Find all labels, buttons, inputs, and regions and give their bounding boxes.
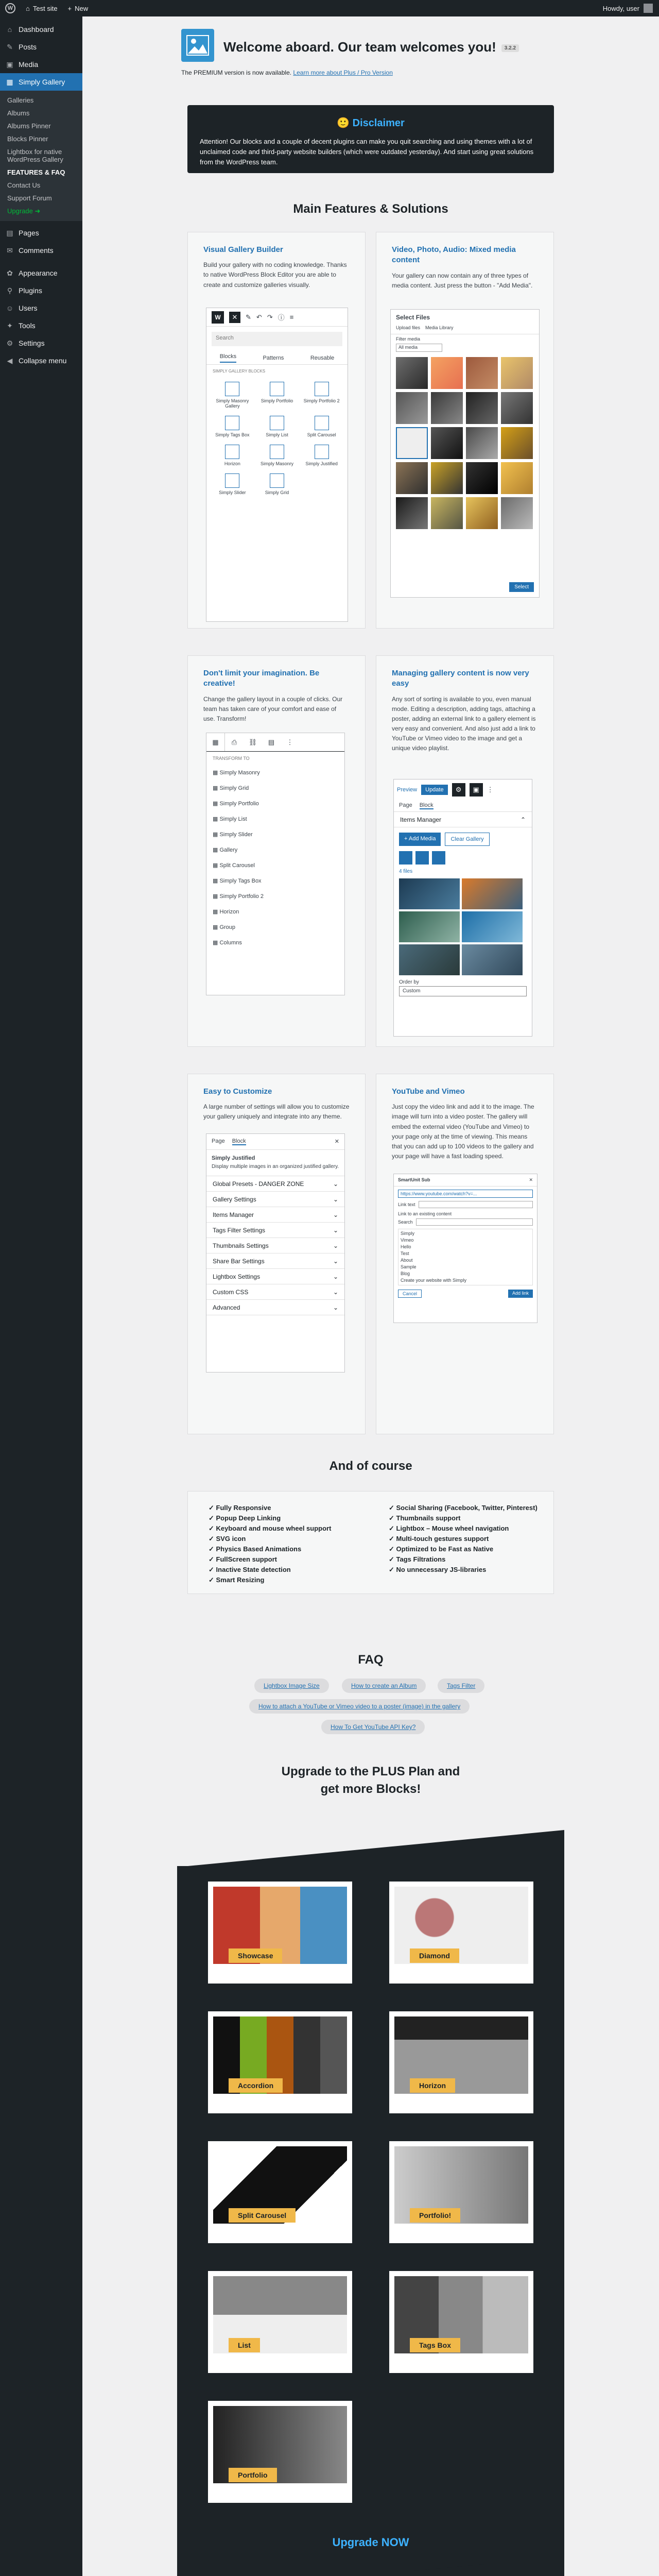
clear-gallery-button[interactable]: Clear Gallery	[445, 833, 489, 846]
plugins-icon: ⚲	[7, 286, 13, 295]
feature-item: ✓ SVG icon	[209, 1534, 331, 1544]
feature-item: ✓ Optimized to be Fast as Native	[389, 1544, 538, 1554]
faq-link[interactable]: Tags Filter	[438, 1679, 484, 1693]
sidebar-item-pages[interactable]: ▤ Pages	[0, 224, 82, 242]
list-item[interactable]: Create your website with Simply	[401, 1278, 467, 1283]
panel-thumbnails[interactable]: Thumbnails Settings ⌄	[206, 1238, 344, 1253]
feature-item: ✓ FullScreen support	[209, 1554, 331, 1565]
preview-button[interactable]: Preview	[397, 787, 418, 793]
list-item[interactable]: Simply	[401, 1231, 415, 1236]
comments-icon: ✉	[7, 246, 13, 255]
disclaimer-text: Attention! Our blocks and a couple of decent plugins can make you quit searching and using themes with a lot of unclaimed code and third-party website builders (which were outdated yesterday). And start using great solutions from the WordPress team.	[200, 138, 534, 166]
plan-card-tags-box[interactable]: Tags Box	[389, 2271, 533, 2373]
link-dialog-mock	[393, 1174, 537, 1323]
redo-icon[interactable]: ↷	[267, 313, 273, 321]
panel-tags-filter[interactable]: Tags Filter Settings ⌄	[206, 1223, 344, 1238]
link-icon[interactable]: ⛓	[248, 738, 257, 746]
list-item[interactable]: Sample	[401, 1264, 417, 1269]
feature-item: ✓ Lightbox – Mouse wheel navigation	[389, 1523, 538, 1534]
update-button[interactable]: Update	[421, 785, 447, 795]
chevron-down-icon: ⌄	[333, 1288, 338, 1296]
plan-card-portfolio-one[interactable]: Portfolio!	[389, 2141, 533, 2243]
transform-item[interactable]: ▦ Columns	[213, 940, 242, 946]
plus-icon: +	[67, 4, 72, 12]
pencil-icon[interactable]: ✎	[246, 313, 251, 321]
card-title: Easy to Customize	[203, 1087, 272, 1096]
wp-logo-button[interactable]	[0, 0, 21, 16]
items-manager-mock	[393, 779, 532, 1037]
premium-note: The PREMIUM version is now available. Learn more about Plus / Pro Version	[181, 69, 393, 76]
card-text: Build your gallery with no coding knowledge. Thanks to native WordPress Block Editor you are able to create and customize galleries visually.	[203, 261, 347, 289]
block-item[interactable]: Simply Justified	[301, 444, 342, 466]
features-list-box	[187, 1491, 554, 1594]
panel-custom-css[interactable]: Custom CSS ⌄	[206, 1284, 344, 1300]
submenu-albums-pinner[interactable]: Albums Pinner	[7, 122, 51, 130]
block-settings-mock	[206, 1133, 345, 1372]
block-item[interactable]: Split Carousel	[301, 415, 342, 437]
disclaimer-box	[187, 105, 554, 173]
tab-upload[interactable]: Upload files	[396, 325, 421, 330]
tab-block[interactable]: Block	[232, 1138, 246, 1144]
card-text: Your gallery can now contain any of three types of media content. Just press the button - "Add Media".	[392, 272, 533, 289]
search-label: Search	[398, 1219, 413, 1225]
transform-item[interactable]: ▦ Group	[213, 924, 236, 930]
features-left-list	[209, 1503, 331, 1585]
feature-item: ✓ Fully Responsive	[209, 1503, 331, 1513]
chevron-down-icon: ⌄	[333, 1226, 338, 1234]
collapse-icon: ◀	[7, 356, 13, 365]
settings-icon[interactable]: ⚙	[452, 783, 465, 796]
faq-link[interactable]: How to create an Album	[342, 1679, 426, 1693]
plan-card-showcase[interactable]: Showcase	[208, 1882, 352, 1984]
transform-item[interactable]: ▦ Simply Tags Box	[213, 878, 262, 884]
admin-bar	[0, 0, 659, 16]
avatar	[644, 4, 653, 13]
list-item[interactable]: Blog	[401, 1271, 410, 1276]
panel-share-bar[interactable]: Share Bar Settings ⌄	[206, 1253, 344, 1269]
add-media-button[interactable]: + Add Media	[399, 833, 441, 846]
transform-item[interactable]: ▦ Split Carousel	[213, 862, 255, 869]
slanted-edge-bottom	[177, 2556, 564, 2576]
submenu-albums[interactable]: Albums	[7, 109, 30, 117]
feature-item: ✓ Multi-touch gestures support	[389, 1534, 538, 1544]
tab-patterns[interactable]: Patterns	[263, 354, 284, 361]
disclaimer-title: 🙂 Disclaimer	[337, 117, 405, 129]
block-item[interactable]: Horizon	[212, 444, 253, 466]
submenu-features-faq[interactable]: FEATURES & FAQ	[7, 168, 65, 176]
card-title: Managing gallery content is now very easy	[392, 669, 529, 688]
link-text-input[interactable]	[419, 1201, 533, 1208]
items-manager-header[interactable]: Items Manager ⌃	[394, 812, 532, 827]
filter-label: Filter media	[396, 336, 421, 342]
faq-link[interactable]: Lightbox Image Size	[254, 1679, 329, 1693]
settings-icon: ⚙	[6, 338, 13, 347]
block-search-input[interactable]: Search	[212, 332, 342, 346]
info-icon[interactable]: ⓘ	[278, 314, 285, 321]
submenu-contact[interactable]: Contact Us	[7, 181, 41, 189]
page-title: Welcome aboard. Our team welcomes you! 3.2.2	[223, 39, 519, 55]
tab-page[interactable]: Page	[212, 1138, 225, 1144]
link-text-label: Link text	[398, 1202, 415, 1207]
block-name: Simply Justified	[212, 1155, 255, 1161]
feature-item: ✓ Physics Based Animations	[209, 1544, 331, 1554]
chevron-down-icon: ⌄	[333, 1211, 338, 1218]
feature-item: ✓ Inactive State detection	[209, 1565, 331, 1575]
sidebar-item-settings[interactable]: ⚙ Settings	[0, 334, 82, 352]
pages-icon: ▤	[6, 228, 13, 237]
files-count: 4 files	[399, 869, 413, 874]
block-description: Display multiple images in an organized justified gallery.	[212, 1164, 339, 1170]
dashboard-icon: ⌂	[7, 25, 12, 33]
block-item[interactable]: Simply List	[256, 415, 298, 437]
add-link-button[interactable]: Add link	[508, 1290, 533, 1298]
sidebar-item-tools[interactable]: ✦ Tools	[0, 317, 82, 334]
select-button[interactable]: Select	[509, 582, 534, 592]
user-account-link[interactable]: Howdy, user	[603, 4, 659, 13]
panel-items-manager[interactable]: Items Manager ⌄	[206, 1207, 344, 1223]
upgrade-now-button[interactable]: Upgrade NOW	[332, 2536, 409, 2549]
block-item[interactable]: Simply Masonry	[256, 444, 298, 466]
panel-lightbox[interactable]: Lightbox Settings ⌄	[206, 1269, 344, 1284]
users-icon: ☺	[6, 304, 14, 312]
slanted-edge	[177, 1830, 564, 1867]
sidebar-item-posts[interactable]: ✎ Posts	[0, 38, 82, 56]
transform-item[interactable]: ▦ Simply Portfolio	[213, 801, 259, 807]
card-text: Change the gallery layout in a couple of clicks. Our team has taken care of your comfort and ease of use. Transform!	[203, 695, 343, 722]
appearance-icon: ✿	[7, 268, 13, 277]
tab-reusable[interactable]: Reusable	[310, 354, 335, 361]
tab-block[interactable]: Block	[419, 802, 433, 808]
new-content-link[interactable]: + New	[67, 4, 89, 12]
plan-card-portfolio[interactable]: Portfolio	[208, 2401, 352, 2503]
card-title: Don't limit your imagination. Be creative!	[203, 669, 320, 688]
card-title: Visual Gallery Builder	[203, 245, 283, 254]
order-label: Order by	[399, 979, 419, 985]
block-item[interactable]: Simply Masonry Gallery	[212, 381, 253, 409]
sidebar-item-plugins[interactable]: ⚲ Plugins	[0, 282, 82, 299]
submenu-blocks-pinner[interactable]: Blocks Pinner	[7, 135, 48, 143]
block-item[interactable]: Simply Tags Box	[212, 415, 253, 437]
plan-card-diamond[interactable]: Diamond	[389, 1882, 533, 1984]
tab-media-library[interactable]: Media Library	[425, 325, 454, 330]
faq-title: FAQ	[358, 1653, 384, 1667]
learn-more-link[interactable]: Learn more about Plus / Pro Version	[293, 69, 393, 76]
plan-card-list[interactable]: List	[208, 2271, 352, 2373]
gallery-logo-icon	[181, 29, 214, 62]
plan-card-split-carousel[interactable]: Split Carousel	[208, 2141, 352, 2243]
feature-item: ✓ Keyboard and mouse wheel support	[209, 1523, 331, 1534]
transform-item[interactable]: ▦ Horizon	[213, 909, 239, 915]
block-inserter-mock	[206, 308, 348, 622]
undo-icon[interactable]: ↶	[256, 313, 262, 321]
existing-content-label: Link to an existing content	[398, 1211, 452, 1216]
wordpress-icon: W	[212, 311, 224, 324]
card-text: A large number of settings will allow you to customize your gallery uniquely and integrate into any theme.	[203, 1103, 350, 1121]
block-item[interactable]: Simply Slider	[212, 472, 253, 495]
sidebar-item-appearance[interactable]: ✿ Appearance	[0, 264, 82, 282]
posts-icon: ✎	[7, 42, 13, 51]
chevron-down-icon: ⌄	[333, 1273, 338, 1280]
main-features-title: Main Features & Solutions	[293, 202, 448, 216]
category-label: SIMPLY GALLERY BLOCKS	[213, 369, 266, 374]
url-input[interactable]: https://www.youtube.com/watch?v=...	[398, 1190, 533, 1198]
transform-menu-mock	[206, 733, 345, 995]
filter-select[interactable]: All media	[396, 344, 442, 352]
align-icon[interactable]: ▤	[268, 738, 275, 746]
main-content	[82, 16, 659, 2576]
list-item[interactable]: Vimeo	[401, 1238, 414, 1243]
transform-item[interactable]: ▦ Simply Slider	[213, 832, 253, 838]
upgrade-title: Upgrade to the PLUS Plan and get more Blocks!	[281, 1765, 460, 1796]
panel-global-presets[interactable]: Global Presets - DANGER ZONE ⌄	[206, 1176, 344, 1192]
sidebar-submenu	[0, 91, 82, 221]
close-icon[interactable]: ✕	[334, 1139, 339, 1145]
search-input[interactable]	[416, 1218, 533, 1226]
block-item[interactable]: Simply Portfolio	[256, 381, 298, 409]
transform-item[interactable]: ▦ Gallery	[213, 847, 238, 853]
feature-item: ✓ No unnecessary JS-libraries	[389, 1565, 538, 1575]
submenu-lightbox[interactable]: Lightbox for native WordPress Gallery	[7, 148, 63, 163]
feature-item: ✓ Tags Filtrations	[389, 1554, 538, 1565]
block-item[interactable]: Simply Portfolio 2	[301, 381, 342, 409]
transform-item[interactable]: ▦ Simply List	[213, 816, 247, 822]
media-modal-title: Select Files	[396, 314, 430, 321]
media-library-mock	[390, 309, 540, 598]
gallery-icon: ▦	[6, 77, 13, 86]
plan-card-horizon[interactable]: Horizon	[389, 2011, 533, 2113]
chevron-down-icon: ⌄	[333, 1242, 338, 1249]
faq-link[interactable]: How To Get YouTube API Key?	[321, 1720, 425, 1734]
list-view-icon[interactable]: ≡	[289, 313, 294, 321]
more-options-icon[interactable]: ⋮	[286, 738, 293, 746]
image-icon[interactable]: ▣	[470, 783, 483, 796]
sidebar-item-comments[interactable]: ✉ Comments	[0, 242, 82, 259]
list-item[interactable]: Test	[401, 1251, 409, 1256]
site-name-link[interactable]: ⌂ Test site	[26, 4, 58, 12]
card-title: Video, Photo, Audio: Mixed media content	[392, 245, 516, 265]
sidebar-item-users[interactable]: ☺ Users	[6, 304, 38, 312]
transform-item[interactable]: ▦ Simply Portfolio 2	[213, 893, 264, 900]
submenu-upgrade[interactable]: Upgrade ➜	[7, 207, 41, 215]
sidebar-item-media[interactable]: ▣ Media	[0, 56, 82, 73]
transform-item[interactable]: ▦ Simply Grid	[213, 785, 249, 791]
chevron-down-icon: ⌄	[333, 1257, 338, 1265]
and-of-course-title: And of course	[329, 1459, 412, 1473]
chevron-up-icon: ⌃	[520, 816, 526, 823]
order-select[interactable]: Custom	[399, 986, 527, 996]
transform-title: TRANSFORM TO	[213, 756, 250, 761]
close-icon[interactable]: ✕	[529, 1177, 533, 1182]
sidebar-item-simply-gallery[interactable]: ▦ Simply Gallery	[0, 73, 82, 91]
feature-item: ✓ Popup Deep Linking	[209, 1513, 331, 1523]
more-options-icon[interactable]: ⋮	[487, 786, 494, 793]
submenu-galleries[interactable]: Galleries	[7, 96, 34, 104]
version-badge: 3.2.2	[501, 44, 519, 52]
card-text: Any sort of sorting is available to you, even manual mode. Editing a description, adding tags, attaching a poster, adding an external link to a gallery element is very easy and convenient. And also just add a link to YouTube or Vimeo video to the image and get a unique video playlist.	[392, 695, 536, 752]
feature-item: ✓ Smart Resizing	[209, 1575, 331, 1585]
page-header	[181, 29, 562, 86]
sidebar-item-dashboard[interactable]: ⌂ Dashboard	[0, 21, 82, 38]
upgrade-showcase	[177, 1866, 564, 2576]
transform-list	[206, 765, 344, 951]
features-right-list	[389, 1503, 538, 1575]
content-list	[398, 1229, 533, 1285]
panel-advanced[interactable]: Advanced ⌄	[206, 1300, 344, 1315]
card-text: Just copy the video link and add it to the image. The image will turn into a video poster. The gallery will embed the external video (YouTube and Vimeo) to your page only at the time of viewing. This means that you can add up to 100 videos to the gallery and your page will have a fast loading speed.	[392, 1103, 534, 1160]
chevron-down-icon: ⌄	[333, 1180, 338, 1188]
block-item[interactable]: Simply Grid	[256, 472, 298, 495]
submenu-support[interactable]: Support Forum	[7, 194, 52, 202]
feature-item: ✓ Social Sharing (Facebook, Twitter, Pinterest)	[389, 1503, 538, 1513]
cancel-button[interactable]: Cancel	[398, 1290, 422, 1298]
tab-blocks[interactable]: Blocks	[220, 353, 236, 363]
dialog-title: SmartUnit Sub	[398, 1177, 430, 1182]
panel-gallery-settings[interactable]: Gallery Settings ⌄	[206, 1192, 344, 1207]
tab-page[interactable]: Page	[399, 802, 412, 808]
tools-icon: ✦	[7, 321, 13, 330]
faq-link[interactable]: How to attach a YouTube or Vimeo video to a poster (image) in the gallery	[249, 1699, 470, 1714]
collapse-menu-button[interactable]: ◀ Collapse menu	[0, 352, 82, 369]
print-icon[interactable]: ⎙	[231, 738, 237, 746]
admin-sidebar	[0, 16, 82, 2576]
wordpress-icon: W	[5, 3, 15, 13]
chevron-down-icon: ⌄	[333, 1195, 338, 1203]
transform-item[interactable]: ▦ Simply Masonry	[213, 770, 260, 776]
plan-card-accordion[interactable]: Accordion	[208, 2011, 352, 2113]
list-item[interactable]: About	[401, 1258, 413, 1263]
close-icon[interactable]: ✕	[229, 312, 240, 323]
chevron-down-icon: ⌄	[333, 1303, 338, 1311]
home-icon: ⌂	[26, 4, 30, 12]
media-icon: ▣	[6, 60, 13, 69]
block-type-icon[interactable]: ▦	[206, 733, 225, 751]
list-item[interactable]: Hello	[401, 1244, 411, 1249]
feature-item: ✓ Thumbnails support	[389, 1513, 538, 1523]
card-title: YouTube and Vimeo	[392, 1087, 465, 1096]
